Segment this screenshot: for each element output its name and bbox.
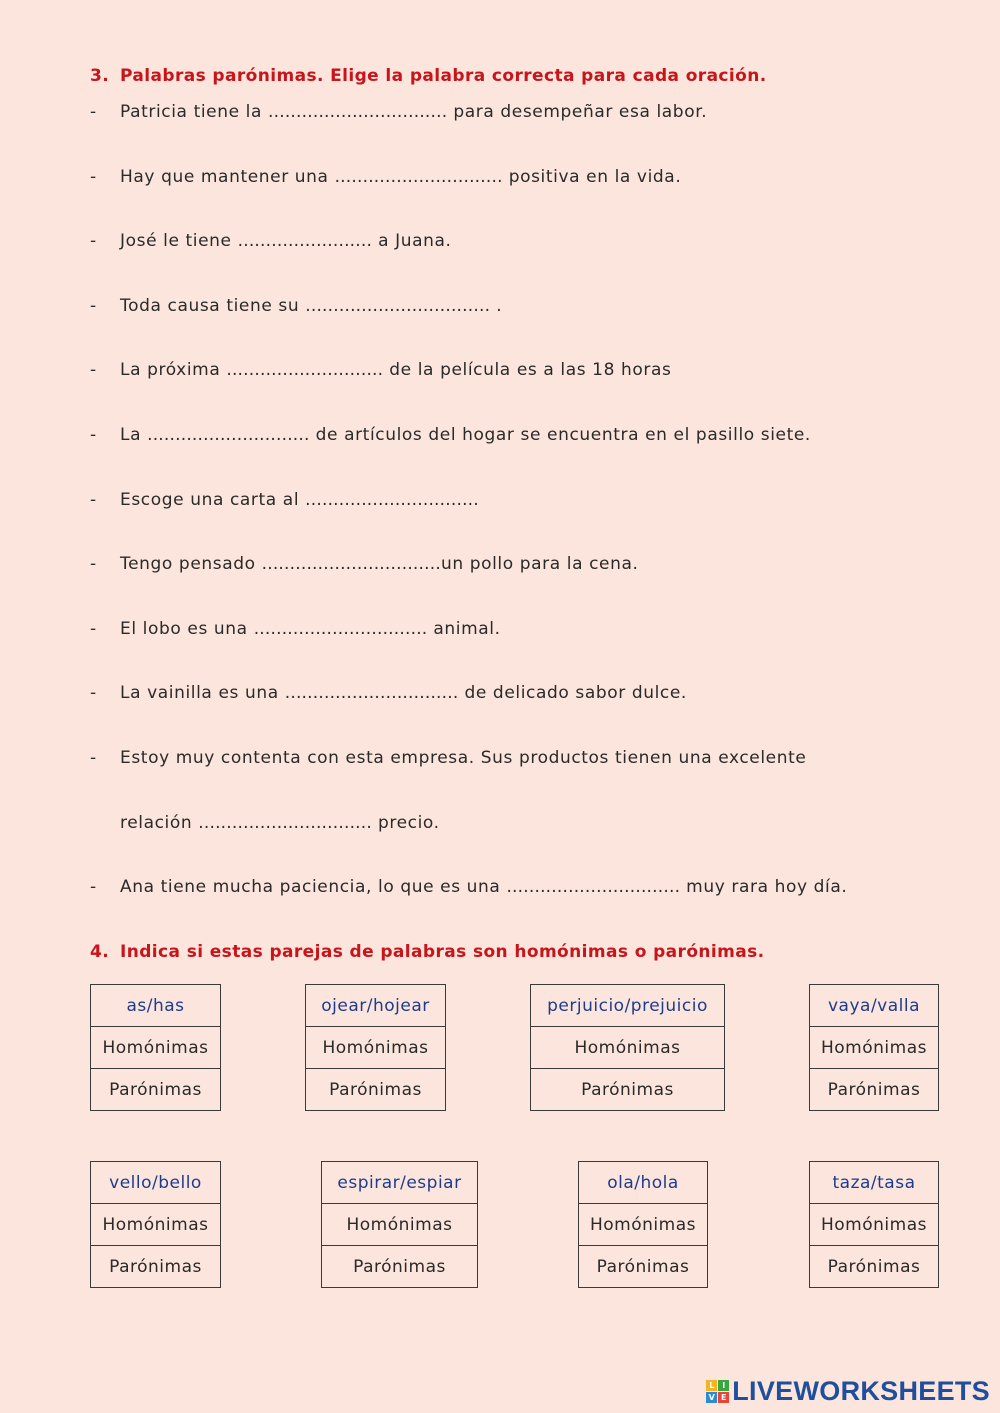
section-4-title: Indica si estas parejas de palabras son homónimas o parónimas. <box>120 942 765 962</box>
answer-blank[interactable]: ................................. <box>305 296 491 316</box>
word-pair: perjuicio/prejuicio <box>531 985 725 1027</box>
answer-blank[interactable]: ................................ <box>268 102 448 122</box>
answer-blank[interactable]: ............................... <box>506 877 681 897</box>
option-homonimas[interactable]: Homónimas <box>91 1027 221 1069</box>
answer-blank[interactable]: .............................. <box>334 167 503 187</box>
answer-blank[interactable]: ............................... <box>198 813 372 833</box>
sentence-11: - Estoy muy contenta con esta empresa. Sus productos tienen una excelente <box>90 748 807 768</box>
sentence-3: - José le tiene ........................ a Juana. <box>90 231 452 251</box>
liveworksheets-logo <box>706 1376 990 1407</box>
option-homonimas[interactable]: Homónimas <box>810 1027 939 1069</box>
sentence-11-continued: relación ............................... precio. <box>120 813 440 833</box>
sentence-9: - El lobo es una ............................... animal. <box>90 619 501 639</box>
option-paronimas[interactable]: Parónimas <box>306 1069 446 1111</box>
pair-table-as-has <box>90 984 221 1111</box>
section-3-heading <box>90 66 767 86</box>
pair-table-vaya-valla <box>809 984 939 1111</box>
pair-table-ojear-hojear <box>305 984 446 1111</box>
pair-table-espirar-espiar <box>321 1161 478 1288</box>
answer-blank[interactable]: ............................... <box>253 619 428 639</box>
option-homonimas[interactable]: Homónimas <box>91 1204 221 1246</box>
answer-blank[interactable]: ............................... <box>305 490 479 510</box>
option-homonimas[interactable]: Homónimas <box>810 1204 939 1246</box>
section-3-number: 3. <box>90 66 110 86</box>
answer-blank[interactable]: ............................... <box>284 683 459 703</box>
option-homonimas[interactable]: Homónimas <box>306 1027 446 1069</box>
sentence-8: - Tengo pensado ................................un pollo para la cena. <box>90 554 639 574</box>
answer-blank[interactable]: ............................ <box>226 360 384 380</box>
answer-blank[interactable]: ............................. <box>147 425 310 445</box>
pair-table-perjuicio-prejuicio <box>530 984 725 1111</box>
section-3-title: Palabras parónimas. Elige la palabra correcta para cada oración. <box>120 66 767 86</box>
pair-table-ola-hola <box>578 1161 708 1288</box>
sentence-6: - La ............................. de artículos del hogar se encuentra en el pasillo siete. <box>90 425 811 445</box>
pair-table-vello-bello <box>90 1161 221 1288</box>
word-pair: ojear/hojear <box>306 985 446 1027</box>
sentence-5: - La próxima ............................ de la película es a las 18 horas <box>90 360 672 380</box>
word-pair: as/has <box>91 985 221 1027</box>
option-paronimas[interactable]: Parónimas <box>91 1246 221 1288</box>
word-pair: ola/hola <box>579 1162 708 1204</box>
option-paronimas[interactable]: Parónimas <box>810 1069 939 1111</box>
option-homonimas[interactable]: Homónimas <box>531 1027 725 1069</box>
word-pair: espirar/espiar <box>322 1162 478 1204</box>
option-paronimas[interactable]: Parónimas <box>322 1246 478 1288</box>
logo-text: LIVEWORKSHEETS <box>732 1376 990 1406</box>
answer-blank[interactable]: ........................ <box>237 231 373 251</box>
option-homonimas[interactable]: Homónimas <box>579 1204 708 1246</box>
option-paronimas[interactable]: Parónimas <box>531 1069 725 1111</box>
word-pair: vello/bello <box>91 1162 221 1204</box>
word-pair: taza/tasa <box>810 1162 939 1204</box>
liveworksheets-logo-icon: L I V E <box>706 1380 729 1403</box>
sentence-12: - Ana tiene mucha paciencia, lo que es una ............................... muy rara hoy día. <box>90 877 848 897</box>
answer-blank[interactable]: ................................ <box>261 554 441 574</box>
sentence-1: - Patricia tiene la ................................ para desempeñar esa labor. <box>90 102 708 122</box>
sentence-7: - Escoge una carta al ............................... <box>90 490 479 510</box>
option-homonimas[interactable]: Homónimas <box>322 1204 478 1246</box>
section-4-number: 4. <box>90 942 110 962</box>
pair-table-taza-tasa <box>809 1161 939 1288</box>
option-paronimas[interactable]: Parónimas <box>810 1246 939 1288</box>
option-paronimas[interactable]: Parónimas <box>579 1246 708 1288</box>
sentence-4: - Toda causa tiene su ................................. . <box>90 296 503 316</box>
word-pair: vaya/valla <box>810 985 939 1027</box>
sentence-2: - Hay que mantener una .............................. positiva en la vida. <box>90 167 682 187</box>
option-paronimas[interactable]: Parónimas <box>91 1069 221 1111</box>
sentence-10: - La vainilla es una ............................... de delicado sabor dulce. <box>90 683 687 703</box>
section-4-heading <box>90 942 765 962</box>
